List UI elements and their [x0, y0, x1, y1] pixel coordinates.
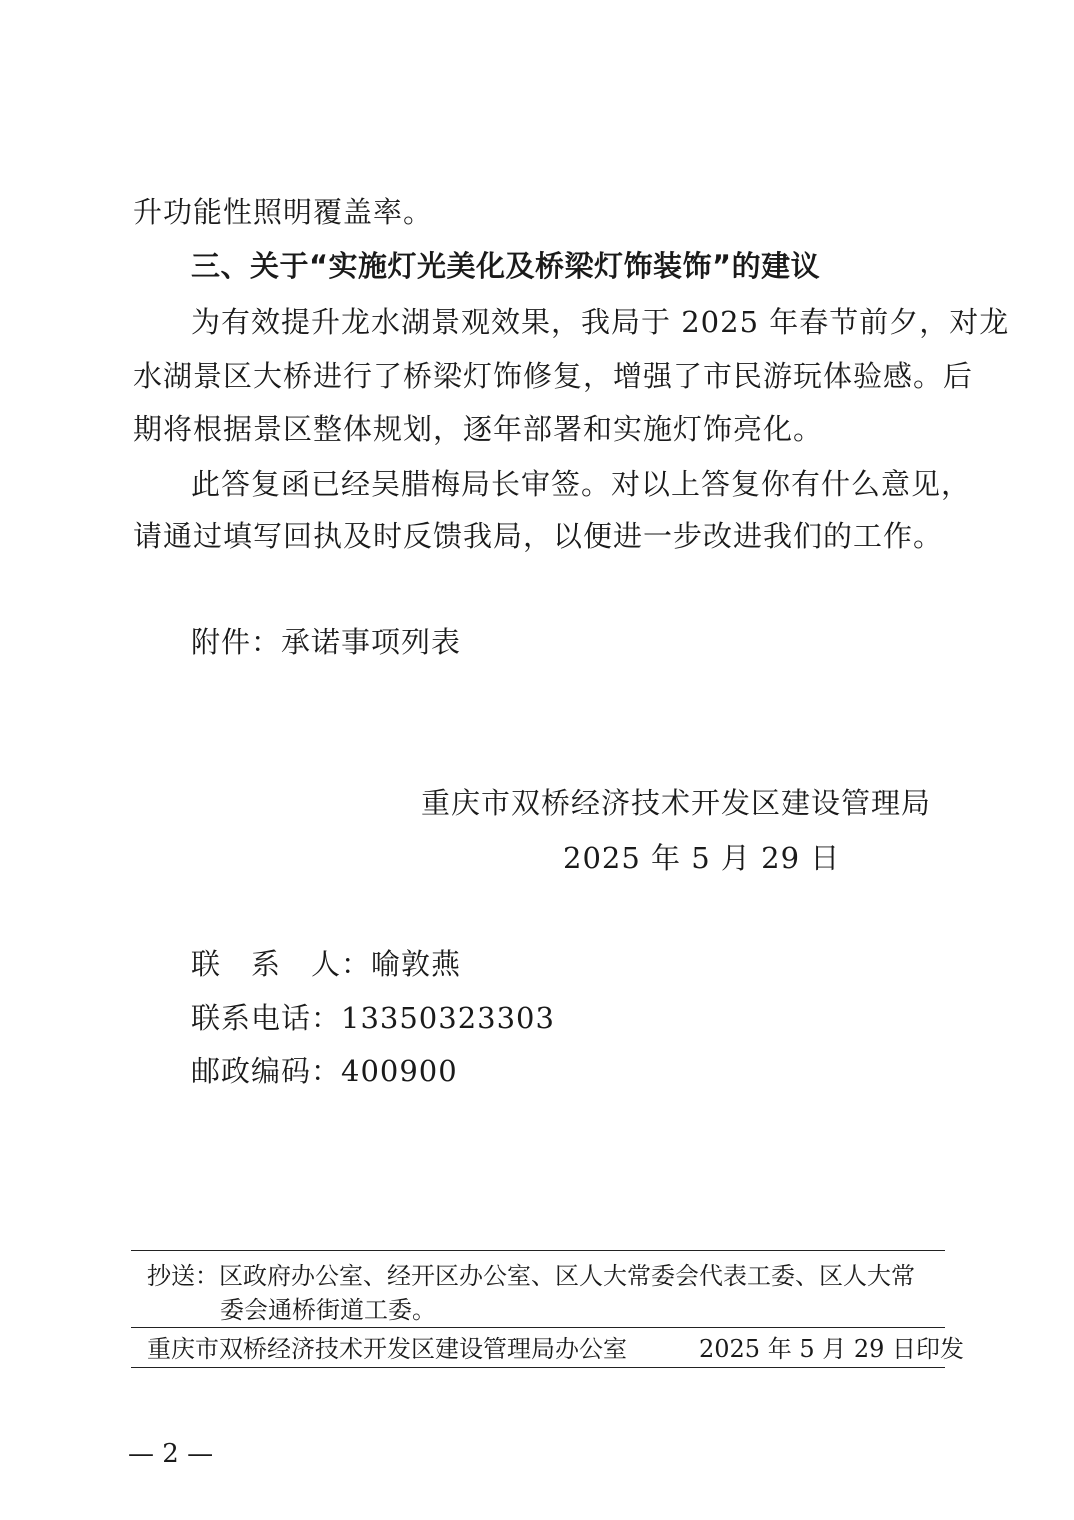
footer-middle-rule [131, 1327, 945, 1328]
signature-organization: 重庆市双桥经济技术开发区建设管理局 [421, 786, 932, 820]
footer-top-rule [131, 1250, 945, 1251]
footer-bottom-rule [131, 1367, 945, 1368]
issue-date: 2025 年 5 月 29 日印发 [699, 1335, 965, 1363]
contact-phone: 联系电话：13350323303 [191, 1001, 555, 1035]
page-number: — 2 — [128, 1439, 214, 1469]
contact-postcode: 邮政编码：400900 [191, 1054, 458, 1088]
cc-line-1: 抄送：区政府办公室、经开区办公室、区人大常委会代表工委、区人大常 [147, 1262, 915, 1290]
paragraph-1-line-1: 为有效提升龙水湖景观效果，我局于 2025 年春节前夕，对龙 [191, 305, 1010, 339]
paragraph-2-line-1: 此答复函已经吴腊梅局长审签。对以上答复你有什么意见， [191, 467, 972, 501]
signature-date: 2025 年 5 月 29 日 [563, 841, 841, 875]
attachment-note: 附件：承诺事项列表 [191, 625, 462, 659]
section-heading-3: 三、关于“实施灯光美化及桥梁灯饰装饰”的建议 [191, 249, 821, 283]
cc-line-2: 委会通桥街道工委。 [220, 1296, 436, 1324]
paragraph-1-line-3: 期将根据景区整体规划，逐年部署和实施灯饰亮化。 [133, 412, 824, 446]
paragraph-1-line-2: 水湖景区大桥进行了桥梁灯饰修复，增强了市民游玩体验感。后 [133, 359, 974, 393]
paragraph-2-line-2: 请通过填写回执及时反馈我局，以便进一步改进我们的工作。 [133, 519, 944, 553]
issuing-office: 重庆市双桥经济技术开发区建设管理局办公室 [147, 1335, 627, 1363]
contact-person: 联 系 人：喻敦燕 [191, 947, 462, 981]
body-line-continuation: 升功能性照明覆盖率。 [133, 195, 434, 229]
